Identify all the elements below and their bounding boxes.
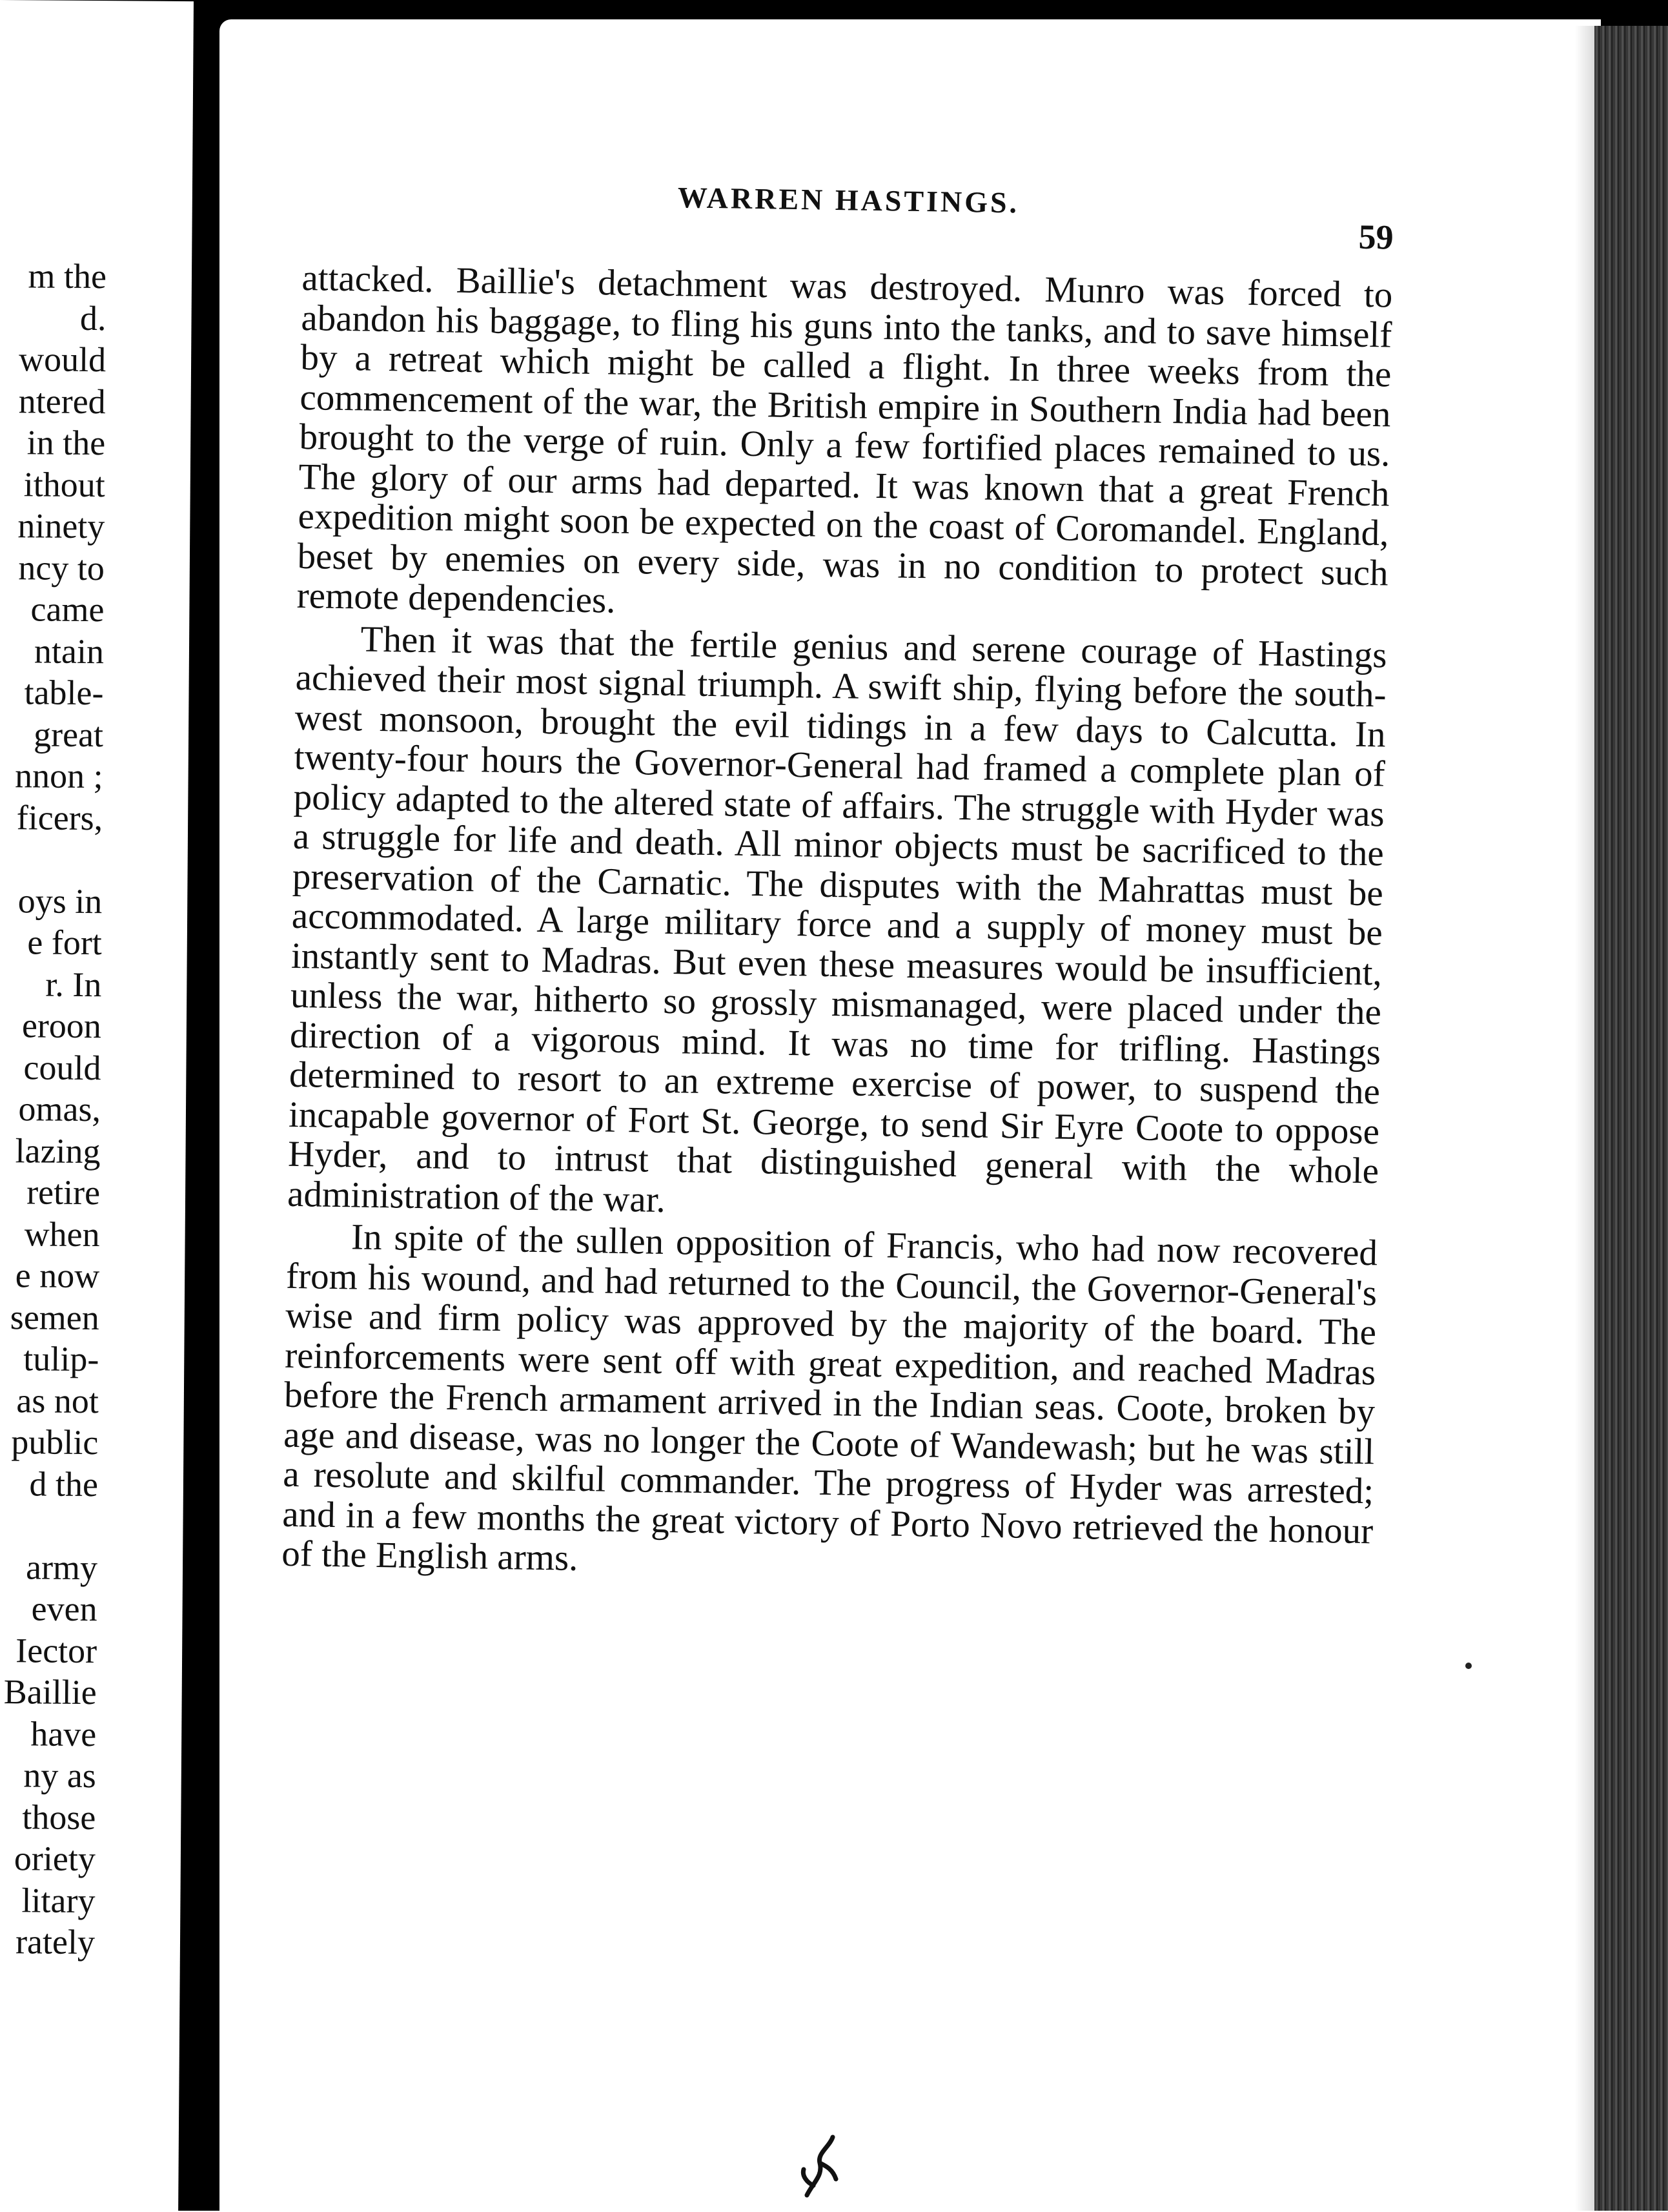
left-page-line: ntered: [18, 381, 106, 421]
left-page-line: ntain: [34, 631, 105, 671]
left-page-line: table-: [24, 673, 104, 713]
left-page-line: even: [31, 1589, 97, 1629]
left-page-line: those: [22, 1797, 96, 1837]
left-page-line: r. In: [45, 965, 102, 1004]
left-page-line: could: [23, 1047, 101, 1087]
left-page-lines: [2, 255, 192, 1963]
left-page-line: semen: [10, 1297, 99, 1337]
left-page-line: would: [18, 340, 107, 380]
left-page-line: when: [24, 1214, 100, 1254]
paragraph-1: attacked. Baillie's detachment was destroyed. Munro was forced to abandon his baggage, to fling his guns into the tanks, and to save himself by a retreat which might be called a flight. In three weeks from the commencement of the war, the British empire in Southern India had been brought to the verge of ruin. Only a few fortified places remained to us. The glory of our arms had departed. It was known that a great French expedition might soon be expected on the coast of Coromandel. England, beset by enemies on every side, was in no condition to protect such remote dependencies.: [296, 257, 1393, 621]
left-page-line: tulip-: [23, 1339, 99, 1379]
left-page-line: d.: [79, 298, 107, 338]
left-page-line: ninety: [17, 506, 105, 546]
left-page-line: retire: [26, 1173, 101, 1213]
body-text: [281, 258, 1393, 1591]
left-page-line: omas,: [18, 1089, 101, 1129]
left-page-line: Iector: [15, 1630, 97, 1670]
left-page-line: e now: [15, 1256, 100, 1296]
left-page-line: litary: [21, 1880, 96, 1920]
left-page-line: in the: [26, 423, 106, 463]
paragraph-2: Then it was that the fertile genius and serene courage of Hastings achieved their most signal triumph. A swift ship, flying before the south-west monsoon, brought the evil tidings in a few days to Calcutta. In twenty-four hours the Governor-General had framed a complete plan of policy adapted to the altered state of affairs. The struggle with Hyder was a struggle for life and death. All minor objects must be sacrificed to the preservation of the Carnatic. The disputes with the Mahrattas must be accommodated. A large military force and a supply of money must be instantly sent to Madras. But even these measures would be insufficient, unless the war, hitherto so grossly mismanaged, were placed under the direction of a vigorous mind. It was no time for trifling. Hastings determined to resort to an extreme exercise of power, to suspend the incapable governor of Fort St. George, to send Sir Eyre Coote to oppose Hyder, and to intrust that distinguished general with the whole administration of the war.: [287, 618, 1388, 1220]
scan-speck: [1465, 1663, 1472, 1669]
left-page-line: [10, 838, 188, 881]
left-page-line: lazing: [15, 1131, 101, 1171]
left-page-line: rately: [15, 1922, 96, 1962]
left-page-line: d the: [29, 1464, 99, 1504]
running-head: WARREN HASTINGS.: [677, 181, 1020, 220]
left-page-line: oys in: [17, 881, 103, 921]
paragraph-3: In spite of the sullen opposition of Francis, who had now recovered from his wound, and had returned to the Council, the Governor-General's wise and firm policy was approved by the majority of the board. The reinforcements were sent off with great expedition, and reached Madras before the French armament arrived in the Indian seas. Coote, broken by age and disease, was no longer the Coote of Wandewash; but he was still a resolute and skilful commander. The progress of Hyder was arrested; and in a few months the great victory of Porto Novo retrieved the honour of the English arms.: [281, 1216, 1378, 1579]
left-page-line: [5, 1504, 183, 1547]
page-edges: [1594, 26, 1668, 2211]
left-page-line: ficers,: [16, 797, 103, 837]
left-page-line: great: [33, 714, 104, 754]
left-page-line: m the: [28, 256, 107, 296]
left-page-line: oriety: [14, 1839, 96, 1879]
left-page-line: army: [25, 1547, 98, 1587]
left-page-line: eroon: [21, 1006, 102, 1046]
left-page-line: nnon ;: [14, 756, 103, 796]
left-page-line: came: [30, 589, 105, 630]
left-page-line: e fort: [27, 923, 103, 963]
left-page-line: Baillie: [3, 1672, 97, 1712]
left-page-line: ncy to: [18, 548, 105, 588]
bottom-ornament-icon: [794, 2131, 846, 2202]
left-page-line: ny as: [23, 1756, 97, 1796]
left-page-line: ithout: [23, 464, 105, 504]
page-number: 59: [1358, 217, 1394, 257]
left-page-fragment: [0, 0, 194, 2212]
left-page-line: public: [11, 1422, 99, 1462]
left-page-line: have: [30, 1714, 97, 1754]
left-page-line: as not: [16, 1380, 99, 1420]
